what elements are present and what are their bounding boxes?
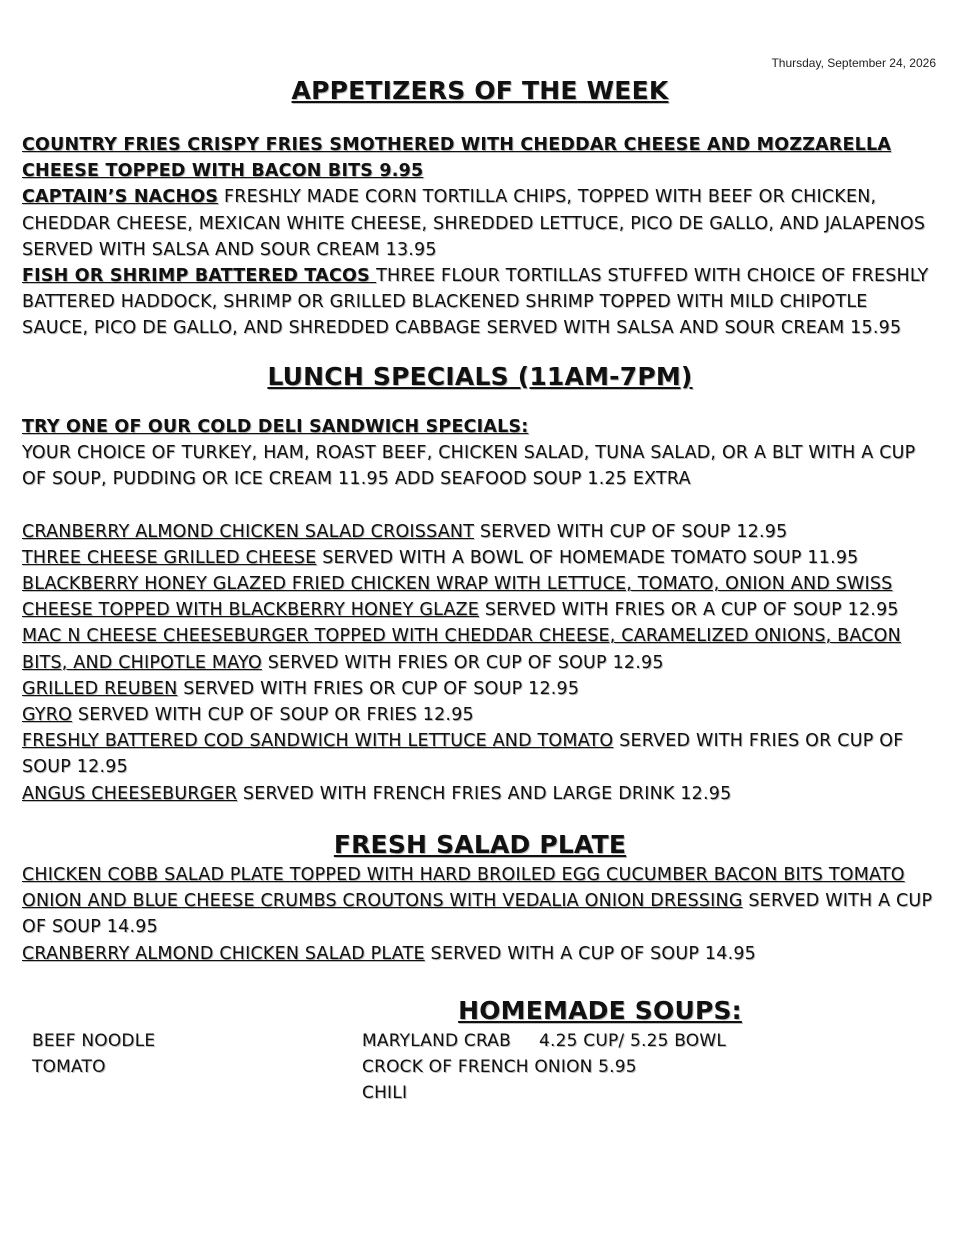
soup-left: BEEF NOODLE [32, 1031, 156, 1051]
lunch-title: LUNCH SPECIALS (11AM-7PM) [267, 362, 693, 391]
lunch-list [22, 414, 938, 807]
lunch-item [22, 623, 938, 675]
soup-right: CHILI [362, 1083, 408, 1103]
lunch-item [22, 519, 938, 545]
deli-heading: TRY ONE OF OUR COLD DELI SANDWICH SPECIALS: [22, 417, 529, 437]
lunch-item-desc: SERVED WITH FRIES OR A CUP OF SOUP 12.95 [479, 600, 899, 621]
lunch-item-desc: SERVED WITH FRIES OR CUP OF SOUP 12.95 [261, 652, 664, 673]
soups-title: HOMEMADE SOUPS: [458, 996, 742, 1025]
lunch-item-desc: SERVED WITH FRIES OR CUP OF SOUP 12.95 [22, 731, 904, 778]
salad-item-desc: SERVED WITH A CUP OF SOUP 14.95 [22, 891, 933, 938]
lunch-item-desc: SERVED WITH CUP OF SOUP 12.95 [474, 521, 788, 542]
appetizer-name: COUNTRY FRIES CRISPY FRIES SMOTHERED WITH CHEDDAR CHEESE AND MOZZARELLA CHEESE TOPPED WITH BACON BITS 9.95 [22, 135, 892, 182]
salad-item-name: CRANBERRY ALMOND CHICKEN SALAD PLATE [22, 943, 425, 964]
appetizers-title: APPETIZERS OF THE WEEK [291, 76, 669, 105]
lunch-item [22, 571, 938, 623]
deli-description: YOUR CHOICE OF TURKEY, HAM, ROAST BEEF, CHICKEN SALAD, TUNA SALAD, OR A BLT WITH A CUP OF SOUP, PUDDING OR ICE CREAM 11.95 ADD SEAFOOD SOUP 1.25 EXTRA [22, 443, 916, 490]
lunch-item [22, 676, 938, 702]
lunch-item-desc: SERVED WITH FRENCH FRIES AND LARGE DRINK 12.95 [237, 783, 732, 804]
menu-date: Thursday, September 24, 2026 [771, 56, 936, 70]
salad-item-name: CHICKEN COBB SALAD PLATE TOPPED WITH HARD BROILED EGG CUCUMBER BACON BITS TOMATO ONION AND BLUE CHEESE CRUMBS CROUTONS WITH VEDALIA ONION DRESSING [22, 865, 905, 912]
soup-right: CROCK OF FRENCH ONION 5.95 [362, 1057, 637, 1077]
soup-left: TOMATO [32, 1057, 106, 1077]
lunch-item [22, 702, 938, 728]
salad-item [22, 862, 938, 941]
lunch-item [22, 781, 938, 807]
appetizers-list [22, 132, 938, 342]
lunch-item-name: THREE CHEESE GRILLED CHEESE [22, 547, 317, 568]
appetizer-item [22, 263, 938, 342]
lunch-item-name: MAC N CHEESE CHEESEBURGER TOPPED WITH CHEDDAR CHEESE, CARAMELIZED ONIONS, BACON BITS, AND CHIPOTLE MAYO [22, 626, 901, 673]
appetizer-item [22, 132, 938, 184]
salad-item-desc: SERVED WITH A CUP OF SOUP 14.95 [424, 943, 757, 964]
lunch-item-desc: SERVED WITH FRIES OR CUP OF SOUP 12.95 [177, 678, 580, 699]
spacer [22, 493, 938, 519]
soup-row [32, 1080, 932, 1106]
lunch-item-name: GYRO [22, 705, 73, 726]
lunch-item [22, 545, 938, 571]
soup-row [32, 1054, 932, 1080]
soup-row [32, 1028, 932, 1054]
lunch-item-name: GRILLED REUBEN [22, 678, 178, 699]
appetizer-name: FISH OR SHRIMP BATTERED TACOS [22, 266, 377, 287]
appetizer-desc: THREE FLOUR TORTILLAS STUFFED WITH CHOICE OF FRESHLY BATTERED HADDOCK, SHRIMP OR GRILLED BLACKENED SHRIMP TOPPED WITH MILD CHIPOTLE SAUCE, PICO DE GALLO, AND SHREDDED CABBAGE SERVED WITH SALSA AND SOUR CREAM 15.95 [22, 266, 929, 339]
appetizer-name: CAPTAIN’S NACHOS [22, 187, 219, 208]
lunch-item-desc: SERVED WITH A BOWL OF HOMEMADE TOMATO SOUP 11.95 [316, 547, 859, 568]
lunch-item [22, 728, 938, 780]
lunch-item-name: CRANBERRY ALMOND CHICKEN SALAD CROISSANT [22, 521, 475, 542]
appetizer-desc: FRESHLY MADE CORN TORTILLA CHIPS, TOPPED WITH BEEF OR CHICKEN, CHEDDAR CHEESE, MEXICAN WHITE CHEESE, SHREDDED LETTUCE, PICO DE GALLO, AND JALAPENOS SERVED WITH SALSA AND SOUR CREAM 13.95 [22, 187, 926, 260]
lunch-item-name: FRESHLY BATTERED COD SANDWICH WITH LETTUCE AND TOMATO [22, 731, 614, 752]
salad-item [22, 941, 938, 967]
lunch-item-name: ANGUS CHEESEBURGER [22, 783, 238, 804]
soups-list [32, 1028, 932, 1106]
lunch-item-name: BLACKBERRY HONEY GLAZED FRIED CHICKEN WRAP WITH LETTUCE, TOMATO, ONION AND SWISS CHEESE TOPPED WITH BLACKBERRY HONEY GLAZE [22, 574, 893, 621]
appetizer-item [22, 184, 938, 263]
salad-list [22, 862, 938, 967]
salad-title: FRESH SALAD PLATE [333, 830, 627, 859]
soup-right: MARYLAND CRAB 4.25 CUP/ 5.25 BOWL [362, 1031, 727, 1051]
lunch-item-desc: SERVED WITH CUP OF SOUP OR FRIES 12.95 [72, 705, 474, 726]
